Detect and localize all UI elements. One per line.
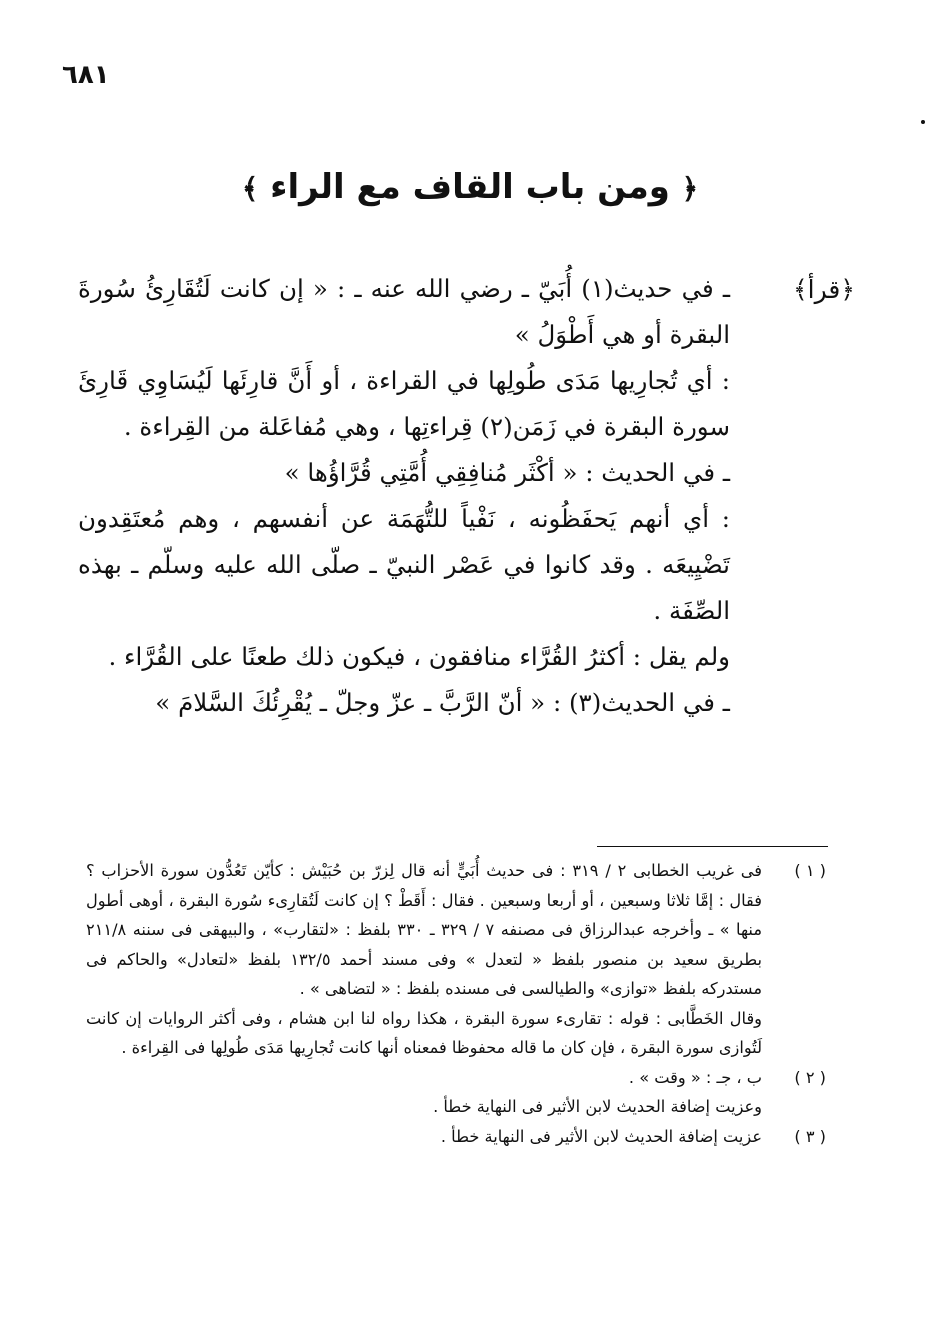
footnote-number: ( ١ ) [794,861,826,880]
chapter-title-text: ومن باب القاف مع الراء [270,167,670,207]
footnote-paragraph: فى غريب الخطابى ٢ / ٣١٩ : فى حديث أُبَيٍّ أنه قال لِزرّ بن حُبَيْش : كأيّن تَعُدُّون سورة الأحزاب ؟ فقال : إمَّا ثلاثا وسبعين ، أو أربعا وسبعين . فقال : أَقَطْ ؟ إن كانت لَتُقارِىء سُورة البقرة ، أوهى أطول منها » ـ وأخرجه عبدالرزاق فى مصنفه ٧ / ٣٢٩ ـ ٣٣٠ بلفظ : «لتقارب» ، والبيهقى فى سننه ٢١١/٨ بطريق سعيد بن منصور بلفظ « لتعدل » وفى مسند أحمد ١٣٢/٥ بلفظ «لتعادل» والحاكم فى مستدركه بلفظ «توازى» والطيالسى فى مسنده بلفظ : « لتضاهى » . [86,861,762,998]
footnote-separator [597,846,828,847]
chapter-title [150,162,790,214]
ornament-left: ﴾ [241,172,259,205]
footnote-body [86,856,762,1063]
ornament-right: ﴿ [681,172,699,205]
footnote-number: ( ٢ ) [794,1067,826,1087]
entry-paragraph: ـ في الحديث : « أكْثَر مُنافِقِي أُمَّتِي قُرَّاؤُها » [284,458,730,487]
footnote-body [86,1063,762,1122]
entry-paragraph: : أي أنهم يَحفَظُونه ، نَفْياً للتُّهَمَة عن أنفسهم ، وهم مُعتَقِدون تَضْيِيعَه . وقد كانوا في عَصْر النبيّ ـ صلّى الله عليه وسلّم ـ بهذه الصِّفَة . [78,504,730,625]
footnote-body [86,1122,762,1152]
root-word-label: ﴿قرأ﴾ [793,275,855,304]
footnote-paragraph: ب ، جـ : « وقت » . [628,1067,762,1087]
footnote-number: ( ٣ ) [794,1126,826,1146]
footnote-1 [86,856,826,1063]
footnote-3 [86,1122,826,1152]
page-number: ٦٨١ [62,60,110,90]
entry-paragraph: ولم يقل : أكثرُ القُرَّاء منافقون ، فيكون ذلك طعنًا على القُرَّاء . [108,642,730,671]
footnote-paragraph: عزيت إضافة الحديث لابن الأثير فى النهاية خطأ . [440,1126,762,1146]
entry-paragraph: ـ في حديث(١) أُبَيّ ـ رضي الله عنه ـ : « إن كانت لَتُقَارِئُ سُورةَ البقرة أو هي أَطْوَلُ » [78,274,731,349]
footnote-paragraph: وعزيت إضافة الحديث لابن الأثير فى النهاية خطأ . [433,1097,762,1116]
entry-paragraph: ـ في الحديث(٣) : « أنّ الرَّبَّ ـ عزّ وجلّ ـ يُقْرِئُكَ السَّلامَ » [155,688,730,717]
margin-dot [921,120,925,124]
footnote-paragraph: وقال الخَطَّابى : قوله : تقارىء سورة البقرة ، هكذا رواه لنا ابن هشام ، وفى أكثر الروايات إن كانت لَتُوازى سورة البقرة ، فإن كان ما قاله محفوظا فمعناه أنها كانت تُجارِيها مَدَى طُولِها فى القِراءة . [86,1008,762,1057]
entry-paragraph: : أي تُجارِيها مَدَى طُولِها في القراءة ، أو أَنَّ قارِئَها لَيُسَاوِي قَارِئَ سورة البقرة في زَمَن(٢) قِراءتِها ، وهي مُفاعَلة من القِراءة . [78,366,730,441]
footnote-2 [86,1063,826,1122]
footnotes [86,856,826,1151]
entry-body [78,266,730,726]
